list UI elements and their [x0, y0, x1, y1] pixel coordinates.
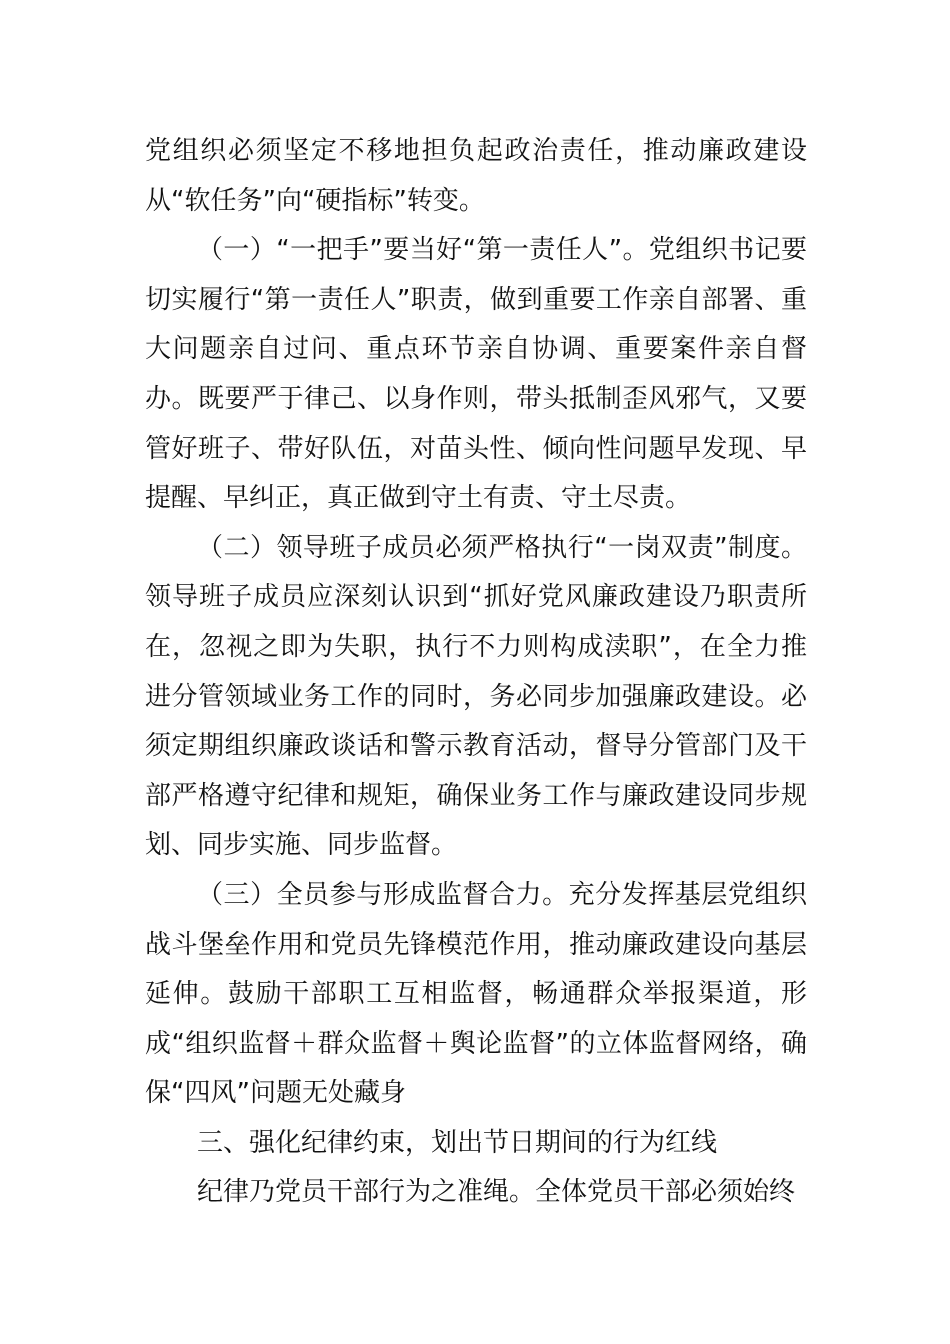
section-heading-3: 三、强化纪律约束，划出节日期间的行为红线: [197, 1127, 718, 1158]
paragraph-discipline: 纪律乃党员干部行为之准绳。全体党员干部必须始终: [197, 1177, 796, 1208]
paragraph-continuation: 党组织必须坚定不移地担负起政治责任，推动廉政建设从“软任务”向“硬指标”转变。: [145, 136, 807, 216]
paragraph-section-2: （二）领导班子成员必须严格执行“一岗双责”制度。领导班子成员应深刻认识到“抓好党风廉政建设乃职责所在，忽视之即为失职，执行不力则构成渎职”，在全力推进分管领域业务工作的同时，务必同步加强廉政建设。必须定期组织廉政谈话和警示教育活动，督导分管部门及干部严格遵守纪律和规矩，确保业务工作与廉政建设同步规划、同步实施、同步监督。: [145, 532, 807, 861]
paragraph-section-3: （三）全员参与形成监督合力。充分发挥基层党组织战斗堡垒作用和党员先锋模范作用，推动廉政建设向基层延伸。鼓励干部职工互相监督，畅通群众举报渠道，形成“组织监督＋群众监督＋舆论监督”的立体监督网络，确保“四风”问题无处藏身: [145, 879, 807, 1109]
paragraph-section-1: （一）“一把手”要当好“第一责任人”。党组织书记要切实履行“第一责任人”职责，做到重要工作亲自部署、重大问题亲自过问、重点环节亲自协调、重要案件亲自督办。既要严于律己、以身作则，带头抵制歪风邪气，又要管好班子、带好队伍，对苗头性、倾向性问题早发现、早提醒、早纠正，真正做到守土有责、守土尽责。: [145, 235, 807, 514]
document-body: [145, 127, 807, 1218]
